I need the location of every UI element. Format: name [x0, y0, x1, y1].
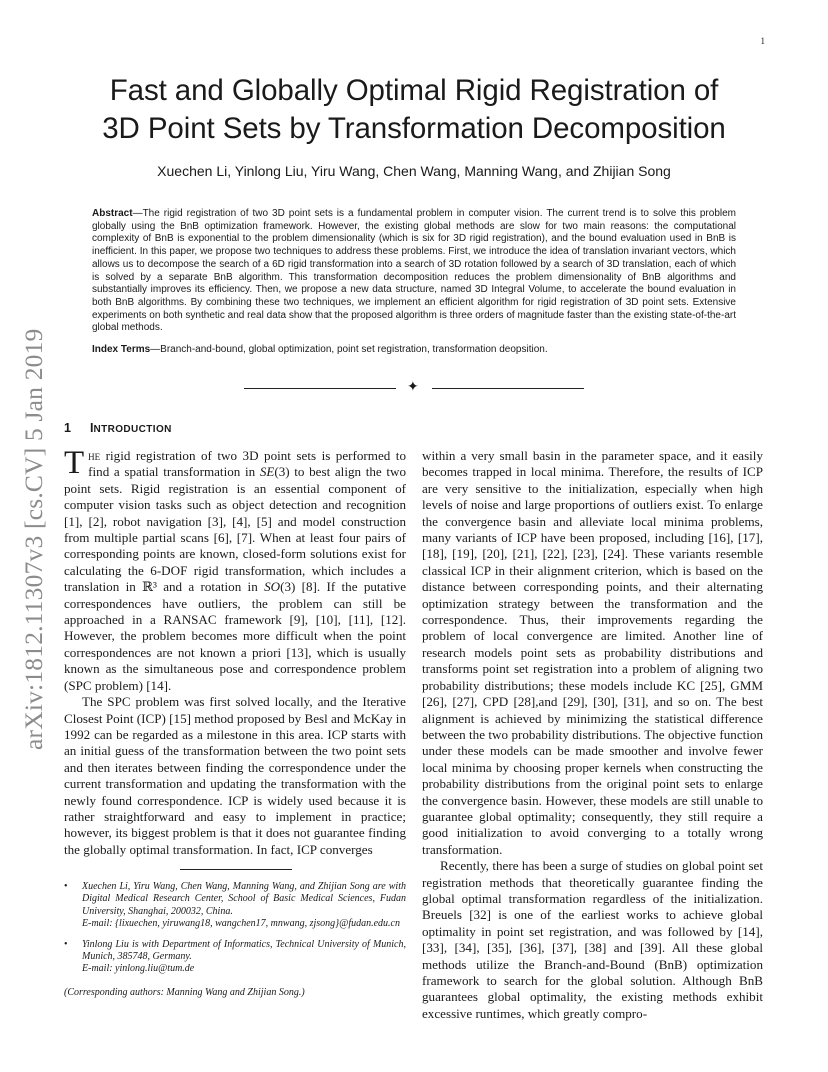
- footnote-email: E-mail: yinlong.liu@tum.de: [82, 963, 195, 975]
- section-title-rest: NTRODUCTION: [93, 424, 172, 435]
- corresponding-authors-note: (Corresponding authors: Manning Wang and Zhijian Song.): [64, 986, 305, 998]
- text-span: (3) to best align the two point sets. Rigid registration is an essential component of computer vision tasks such as object detection and recognition [1], [2], robot navigation [3], [4], [5] and model construction from multiple partial scans [6], [7]. When at least four pairs of corresponding points are known, closed-form solutions exist for calculating the 6-DOF rigid transformation, which includes a translation in: [64, 464, 406, 595]
- title-line-2: 3D Point Sets by Transformation Decomposition: [102, 112, 726, 145]
- text-span: rigid registration of two 3D point sets is performed to find a spatial transformation in: [88, 448, 406, 480]
- section-number: 1: [64, 421, 71, 435]
- abstract-block: [92, 208, 736, 357]
- title-line-1: Fast and Globally Optimal Rigid Registration of: [109, 74, 719, 107]
- footnote-text: Yinlong Liu is with Department of Informatics, Technical University of Munich, Munich, 385748, Germany.: [82, 938, 406, 963]
- footnote-rule: [180, 869, 292, 870]
- bullet-icon: •: [64, 881, 68, 892]
- math-so: SO: [264, 579, 281, 595]
- section-divider: [244, 380, 584, 395]
- paper-title: [40, 72, 788, 148]
- footnote-text: Xuechen Li, Yiru Wang, Chen Wang, Manning Wang, and Zhijian Song are with Digital Medical Research Center, School of Basic Medical Sciences, Fudan University, Shanghai, 200032, China.: [82, 881, 406, 917]
- paragraph: Recently, there has been a surge of studies on global point set registration methods that theoretically guarantee finding the global optimal transformation regardless of the initialization. Breuels [32] is one of the earliest works to achieve global optimality in point set registration, and was followed by [14], [33], [34], [35], [36], [37], [38] and [39]. All these global methods utilize the Branch-and-Bound (BnB) optimization framework to search for the global solution. Although BnB guarantees global optimality, the existing methods exhibit excessive runtimes, which greatly compro-: [422, 858, 763, 1021]
- drop-cap: T: [64, 445, 85, 481]
- left-column: [64, 445, 407, 858]
- index-terms: [92, 344, 736, 357]
- text-span: and a rotation in: [156, 579, 265, 595]
- page-number: 1: [760, 36, 765, 46]
- section-title-initial: I: [90, 421, 94, 435]
- author-list: Xuechen Li, Yinlong Liu, Yiru Wang, Chen Wang, Manning Wang, and Zhijian Song: [157, 163, 671, 179]
- text-span: (3) [8]. If the putative correspondences have outliers, the problem can still be approached in a RANSAC framework [9], [10], [11], [12]. However, the problem becomes more difficult when the point correspondences are not known a priori [13], which is usually known as the simultaneous pose and correspondence problem (SPC problem) [14].: [64, 579, 407, 693]
- divider-line-left: [244, 388, 396, 389]
- paragraph: within a very small basin in the parameter space, and it easily becomes trapped in local minima. Therefore, the results of ICP are very sensitive to the initialization, especially when high levels of noise and large proportions of outliers exist. To enlarge the convergence basin and alleviate local minima problems, many variants of ICP have been proposed, including [16], [17], [18], [19], [20], [21], [22], [23], [24]. These variants resemble classical ICP in their alignment criterion, which is based on the distance between corresponding points, and their alternating optimization strategy between the transformation and the correspondence. Thus, their improvements regarding the problem of local convergence are limited. Another line of research models point sets as probability distributions and transforms point set registration into a problem of aligning two probability distributions; these models include KC [25], GMM [26], [27], CPD [28],and [29], [30], [31], and so on. The best alignment is achieved by minimizing the statistical difference between the two probability distributions. The objective function under these models can be made smoother and involve fewer local minima by choosing proper kernels when constructing the probability distributions from the original point sets to enlarge the convergence basin. However, these models are still unable to guarantee global optimality; consequently, they still require a good initialization to avoid converging to a totally wrong transformation.: [422, 448, 763, 857]
- right-column: [422, 448, 763, 1022]
- divider-line-right: [432, 388, 584, 389]
- abstract: [92, 208, 736, 335]
- divider-diamond-icon: ✦: [407, 380, 419, 395]
- paragraph: The SPC problem was first solved locally, and the Iterative Closest Point (ICP) [15] method proposed by Besl and McKay in 1992 can be regarded as a milestone in this area. ICP starts with an initial guess of the transformation between the two point sets and then iterates between finding the correspondence under the current transformation and updating the transformation with the newly found correspondence. ICP is widely used because it is rather straightforward and easy to implement in practice; however, its biggest problem is that it does not guarantee finding the globally optimal transformation. In fact, ICP converges: [64, 694, 406, 857]
- footnotes: [64, 881, 406, 999]
- footnote-affiliation-2: [64, 939, 406, 976]
- abstract-text: —The rigid registration of two 3D point sets is a fundamental problem in computer vision. The current trend is to solve this problem globally using the BnB optimization framework. However, the existing global methods are slow for two main reasons: the computational complexity of BnB is exponential to the problem dimensionality (which is six for 3D rigid registration), and the bound evaluation used in BnB is inefficient. In this paper, we propose two techniques to address these problems. First, we introduce the idea of translation invariant vectors, which allows us to decompose the search of a 6D rigid transformation into a search of 3D rotation followed by a search of 3D translation, each of which is solved by a separate BnB algorithm. This transformation decomposition reduces the problem dimensionality of BnB algorithms and substantially improves its efficiency. Then, we propose a new data structure, named 3D Integral Volume, to accelerate the bound evaluation in both BnB algorithms. By combining these two techniques, we implement an efficient algorithm for rigid registration of 3D point sets. Extensive experiments on both synthetic and real data show that the proposed algorithm is three orders of magnitude faster than the existing state-of-the-art global methods.: [92, 208, 736, 334]
- abstract-label: Abstract: [92, 208, 133, 219]
- index-terms-text: —Branch-and-bound, global optimization, point set registration, transformation deopsition.: [150, 344, 548, 356]
- footnote-email: E-mail: {lixuechen, yiruwang18, wangchen17, mnwang, zjsong}@fudan.edu.cn: [82, 918, 400, 930]
- math-r3: ℝ³: [142, 579, 157, 595]
- arxiv-identifier: arXiv:1812.11307v3 [cs.CV] 5 Jan 2019: [19, 328, 48, 750]
- paragraph: [64, 445, 407, 694]
- section-heading: [64, 421, 172, 435]
- text-span: he: [88, 448, 101, 463]
- math-se: SE: [259, 464, 275, 480]
- index-terms-label: Index Terms: [92, 344, 151, 356]
- bullet-icon: •: [64, 938, 68, 950]
- footnote-affiliation-1: [64, 881, 406, 931]
